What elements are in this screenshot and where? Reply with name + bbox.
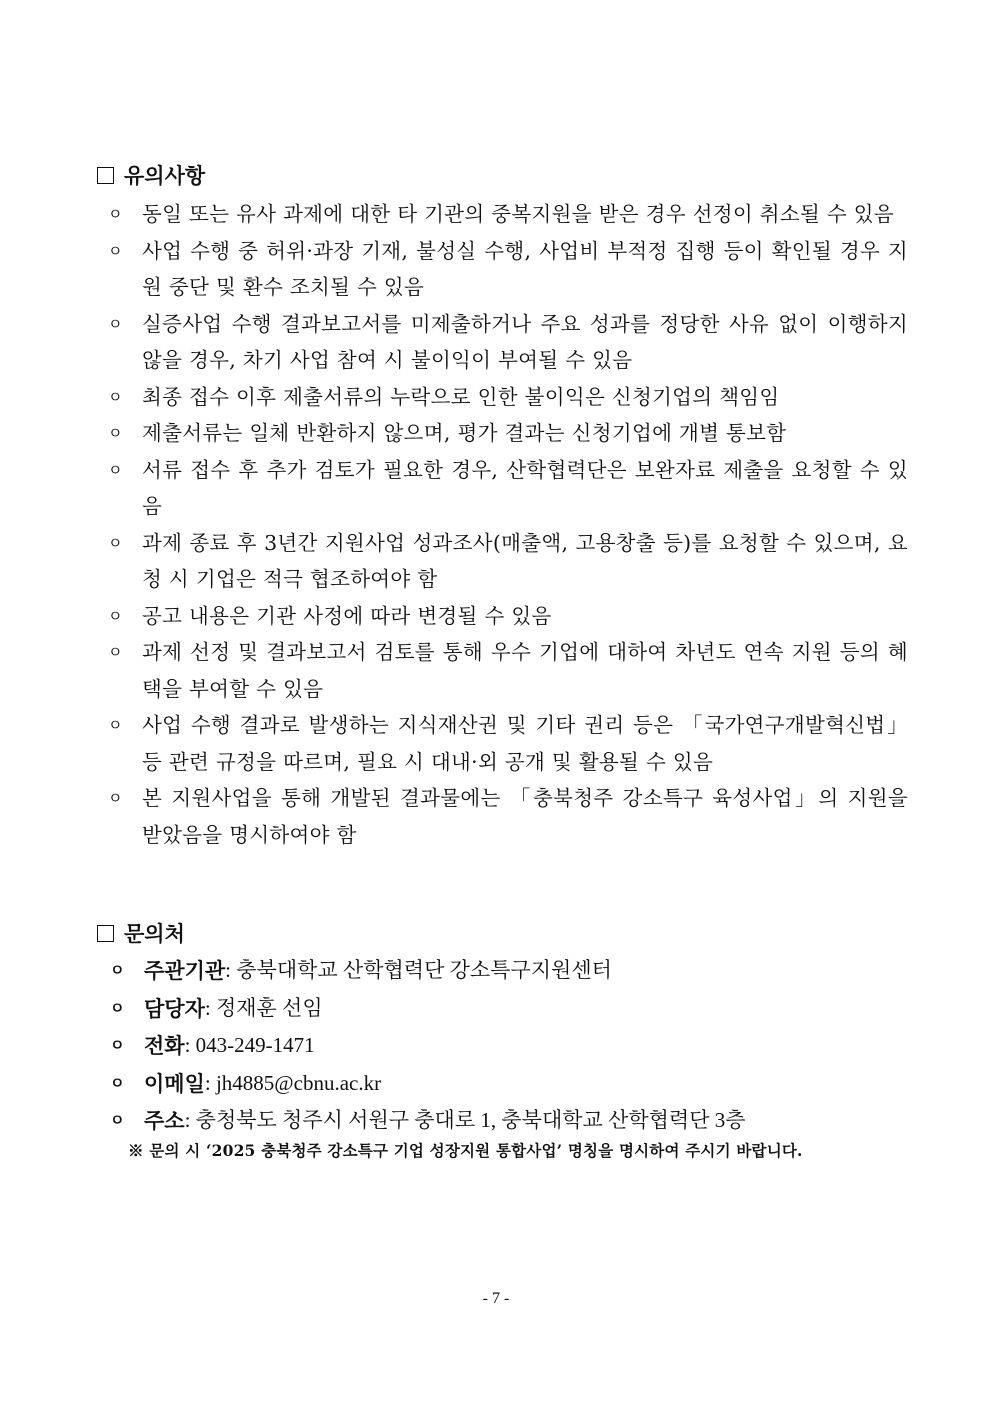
bullet-icon: ㅇ bbox=[108, 387, 123, 406]
contact-value: : 충청북도 청주시 서원구 충대로 1, 충북대학교 산학협력단 3층 bbox=[184, 1108, 746, 1132]
caution-text: 동일 또는 유사 과제에 대한 타 기관의 중복지원을 받은 경우 선정이 취소될 수 있음 bbox=[142, 202, 895, 226]
bullet-icon: ㅇ bbox=[108, 533, 123, 552]
bullet-icon: ㅇ bbox=[108, 716, 123, 734]
bullet-icon: ㅇ bbox=[108, 789, 123, 807]
page-number: - 7 - bbox=[482, 1290, 510, 1307]
list-item bbox=[108, 196, 908, 233]
checkbox-square-icon bbox=[97, 167, 114, 184]
bullet-icon: ㅇ bbox=[108, 205, 123, 223]
list-item bbox=[108, 306, 908, 379]
contact-value: : 충북대학교 산학협력단 강소특구지원센터 bbox=[225, 958, 612, 982]
list-item bbox=[108, 598, 908, 635]
list-item bbox=[108, 780, 908, 853]
list-item bbox=[108, 634, 908, 707]
contact-person bbox=[110, 990, 900, 1028]
bullet-icon: ㅇ bbox=[108, 241, 123, 260]
caution-text: 과제 종료 후 3년간 지원사업 성과조사(매출액, 고용창출 등)를 요청할 수 있으며, 요청 시 기업은 적극 협조하여야 함 bbox=[142, 530, 908, 591]
contact-address bbox=[110, 1102, 900, 1140]
contact-label: 주관기관 bbox=[144, 958, 226, 983]
caution-text: 공고 내용은 기관 사정에 따라 변경될 수 있음 bbox=[142, 603, 552, 628]
bullet-icon: ㅇ bbox=[108, 606, 123, 625]
caution-text: 제출서류는 일체 반환하지 않으며, 평가 결과는 신청기업에 개별 통보함 bbox=[142, 421, 787, 445]
list-item bbox=[108, 452, 908, 525]
list-item bbox=[108, 525, 908, 598]
contact-phone bbox=[110, 1027, 900, 1065]
cautions-list bbox=[108, 196, 908, 853]
contact-label: 전화 bbox=[144, 1033, 185, 1058]
caution-text: 과제 선정 및 결과보고서 검토를 통해 우수 기업에 대하여 차년도 연속 지원 등의 혜택을 부여할 수 있음 bbox=[142, 640, 908, 701]
checkbox-square-icon bbox=[97, 925, 114, 942]
contact-value: : 043-249-1471 bbox=[184, 1033, 315, 1057]
caution-text: 사업 수행 결과로 발생하는 지식재산권 및 기타 권리 등은 「국가연구개발혁신법」등 관련 규정을 따르며, 필요 시 대내·외 공개 및 활용될 수 있음 bbox=[142, 713, 908, 774]
bullet-icon: ㅇ bbox=[108, 460, 123, 479]
caution-text: 서류 접수 후 추가 검토가 필요한 경우, 산학협력단은 보완자료 제출을 요청할 수 있음 bbox=[142, 457, 908, 518]
list-item bbox=[108, 707, 908, 780]
list-item bbox=[108, 379, 908, 416]
contact-label: 주소 bbox=[144, 1108, 185, 1133]
bullet-icon: ㅇ bbox=[108, 314, 123, 333]
list-item bbox=[108, 233, 908, 306]
bullet-icon: ㅇ bbox=[110, 1036, 125, 1054]
caution-text: 사업 수행 중 허위·과장 기재, 불성실 수행, 사업비 부적정 집행 등이 확인될 경우 지원 중단 및 환수 조치될 수 있음 bbox=[142, 238, 908, 299]
contact-value: : 정재훈 선임 bbox=[204, 995, 323, 1020]
contact-list bbox=[110, 952, 900, 1140]
caution-text: 최종 접수 이후 제출서류의 누락으로 인한 불이익은 신청기업의 책임임 bbox=[142, 384, 780, 409]
contact-email bbox=[110, 1065, 900, 1103]
contact-value: : jh4885@cbnu.ac.kr bbox=[204, 1070, 382, 1095]
bullet-icon: ㅇ bbox=[108, 424, 123, 442]
inquiry-notice: ※ 문의 시 ‘2025 충북청주 강소특구 기업 성장지원 통합사업’ 명칭을 명시하여 주시기 바랍니다. bbox=[128, 1141, 803, 1160]
contact-title: 문의처 bbox=[124, 921, 185, 946]
contact-heading bbox=[97, 918, 185, 948]
contact-label: 담당자 bbox=[144, 995, 205, 1021]
caution-text: 본 지원사업을 통해 개발된 결과물에는 「충북청주 강소특구 육성사업」의 지원을 받았음을 명시하여야 함 bbox=[142, 786, 908, 847]
caution-text: 실증사업 수행 결과보고서를 미제출하거나 주요 성과를 정당한 사유 없이 이행하지 않을 경우, 차기 사업 참여 시 불이익이 부여될 수 있음 bbox=[142, 311, 908, 372]
bullet-icon: ㅇ bbox=[110, 1073, 125, 1092]
cautions-title: 유의사항 bbox=[124, 163, 206, 188]
bullet-icon: ㅇ bbox=[110, 961, 125, 979]
bullet-icon: ㅇ bbox=[108, 643, 123, 661]
contact-label: 이메일 bbox=[144, 1070, 205, 1096]
list-item bbox=[108, 415, 908, 452]
contact-organization bbox=[110, 952, 900, 990]
cautions-heading bbox=[97, 160, 205, 190]
bullet-icon: ㅇ bbox=[110, 1111, 125, 1129]
bullet-icon: ㅇ bbox=[110, 998, 125, 1017]
